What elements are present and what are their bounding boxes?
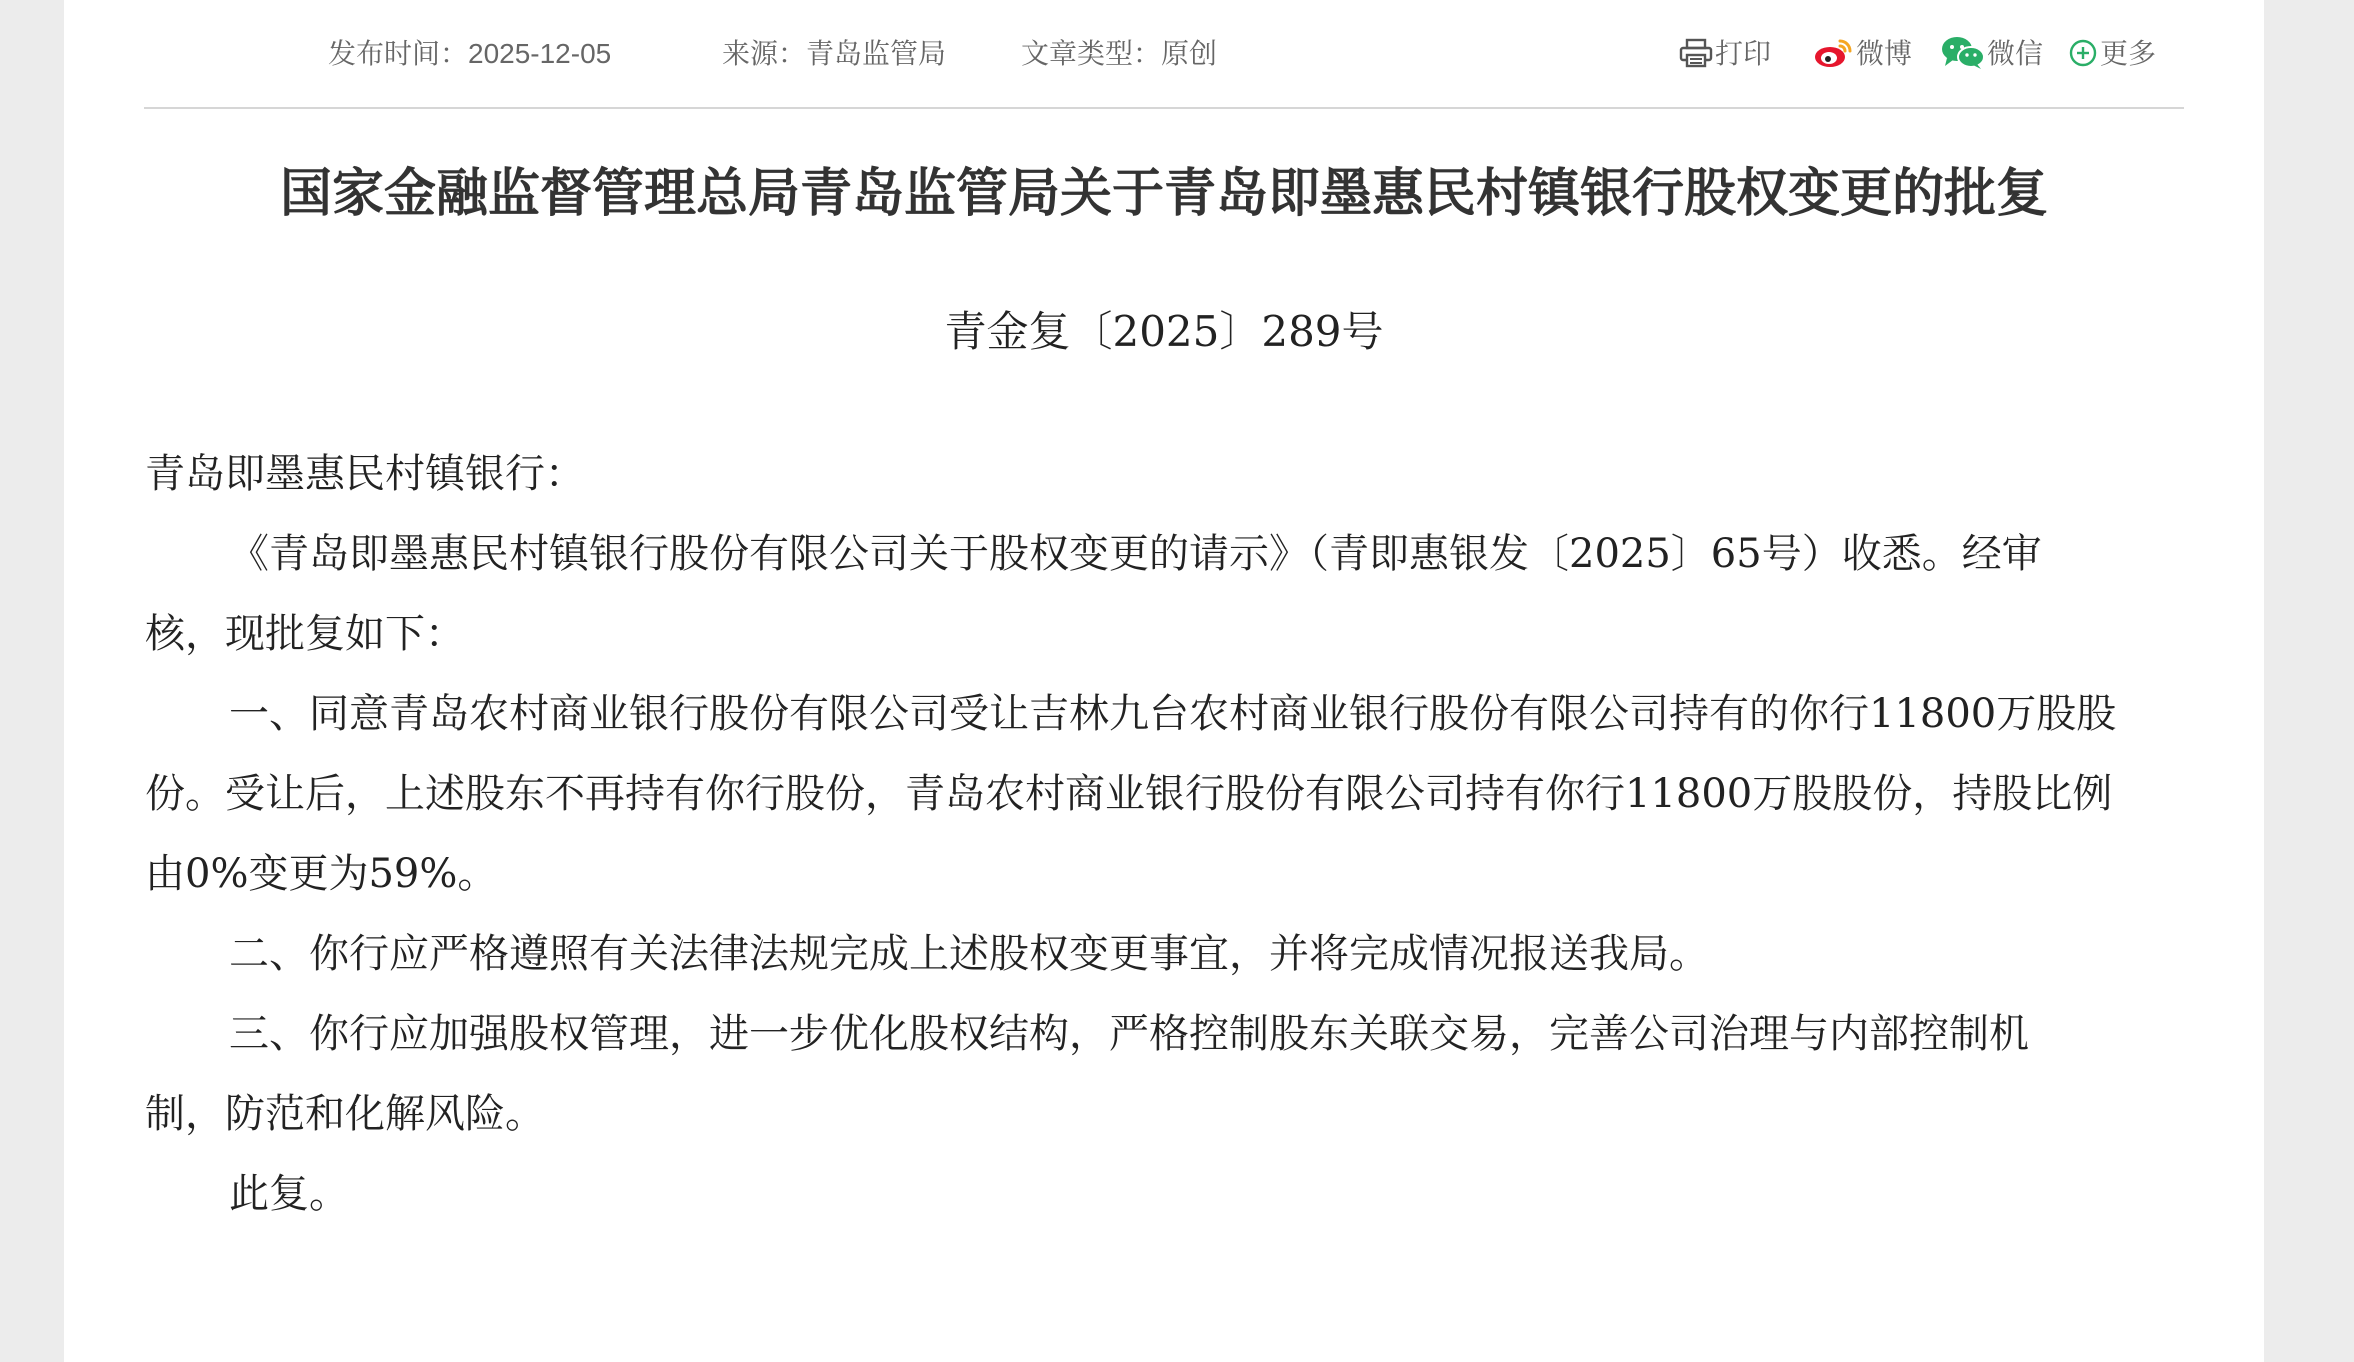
weibo-label: 微博 <box>1856 38 1913 69</box>
paragraph-item-1-line-3: 由0%变更为59%。 <box>145 851 498 897</box>
print-button[interactable] <box>1679 34 1771 74</box>
weibo-icon <box>1814 38 1856 69</box>
closing: 此复。 <box>229 1171 349 1217</box>
weibo-share-button[interactable] <box>1814 34 1912 74</box>
more-share-button[interactable] <box>2068 34 2156 74</box>
article-page <box>64 0 2264 1362</box>
wechat-share-button[interactable] <box>1941 34 2043 74</box>
paragraph-item-1-line-1: 一、同意青岛农村商业银行股份有限公司受让吉林九台农村商业银行股份有限公司持有的你行11800万股股 <box>229 691 2117 737</box>
document-number: 青金复〔2025〕289号 <box>944 307 1384 356</box>
article-type: 文章类型：原创 <box>1021 38 1218 69</box>
paragraph-request-line-1: 《青岛即墨惠民村镇银行股份有限公司关于股权变更的请示》（青即惠银发〔2025〕65号）收悉。经审 <box>229 531 2042 577</box>
paragraph-item-2: 二、你行应严格遵照有关法律法规完成上述股权变更事宜，并将完成情况报送我局。 <box>229 931 1709 977</box>
salutation: 青岛即墨惠民村镇银行： <box>145 451 585 497</box>
source: 来源：青岛监管局 <box>722 38 947 69</box>
article-meta-bar <box>144 0 2184 109</box>
document-body <box>145 434 2195 1234</box>
publish-time: 发布时间：2025-12-05 <box>328 38 612 69</box>
more-label: 更多 <box>2100 38 2157 69</box>
paragraph-request-line-2: 核，现批复如下： <box>145 611 465 657</box>
print-label: 打印 <box>1715 38 1772 69</box>
document-title: 国家金融监督管理总局青岛监管局关于青岛即墨惠民村镇银行股权变更的批复 <box>279 164 2048 224</box>
paragraph-item-3-line-1: 三、你行应加强股权管理，进一步优化股权结构，严格控制股东关联交易，完善公司治理与内部控制机 <box>229 1011 2029 1057</box>
paragraph-item-1-line-2: 份。受让后，上述股东不再持有你行股份，青岛农村商业银行股份有限公司持有你行11800万股股份，持股比例 <box>145 771 2113 817</box>
printer-icon <box>1679 38 1715 69</box>
wechat-label: 微信 <box>1987 38 2044 69</box>
wechat-icon <box>1941 38 1987 69</box>
paragraph-item-3-line-2: 制，防范和化解风险。 <box>145 1091 545 1137</box>
plus-circle-icon <box>2068 38 2100 69</box>
